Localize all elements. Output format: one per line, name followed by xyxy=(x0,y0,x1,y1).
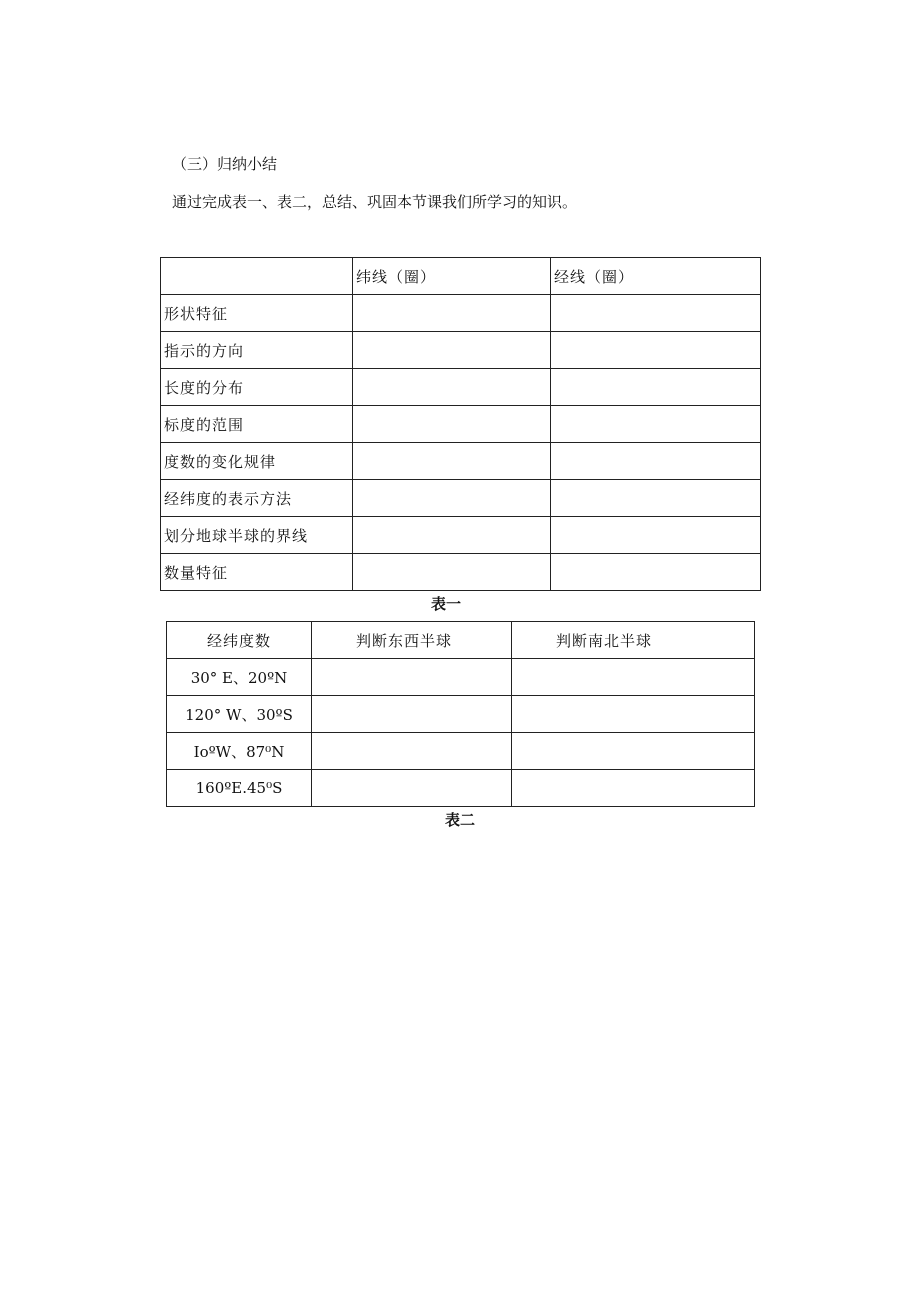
table-2-caption: 表二 xyxy=(445,811,476,829)
table-row xyxy=(161,480,761,517)
longitude-answer-cell[interactable] xyxy=(551,517,761,554)
table-row xyxy=(161,554,761,591)
latitude-answer-cell[interactable] xyxy=(353,406,551,443)
table-row xyxy=(167,770,755,807)
table-header-cell: 经纬度数 xyxy=(167,622,312,659)
row-label: 长度的分布 xyxy=(161,369,353,406)
row-label: 度数的变化规律 xyxy=(161,443,353,480)
latitude-answer-cell[interactable] xyxy=(353,443,551,480)
east-west-answer-cell[interactable] xyxy=(312,696,512,733)
longitude-answer-cell[interactable] xyxy=(551,406,761,443)
row-label: 经纬度的表示方法 xyxy=(161,480,353,517)
latitude-answer-cell[interactable] xyxy=(353,332,551,369)
row-label: 划分地球半球的界线 xyxy=(161,517,353,554)
latitude-answer-cell[interactable] xyxy=(353,554,551,591)
table-row xyxy=(161,332,761,369)
table-row xyxy=(167,733,755,770)
east-west-answer-cell[interactable] xyxy=(312,659,512,696)
table-header-row xyxy=(167,622,755,659)
longitude-answer-cell[interactable] xyxy=(551,554,761,591)
north-south-answer-cell[interactable] xyxy=(512,770,755,807)
coordinate-cell: 30° E、20ºN xyxy=(167,659,312,696)
table-row xyxy=(161,295,761,332)
row-label: 标度的范围 xyxy=(161,406,353,443)
coordinate-cell: 160ºE.45⁰S xyxy=(167,770,312,807)
table-row xyxy=(161,369,761,406)
coordinate-cell: IoºW、87⁰N xyxy=(167,733,312,770)
table-header-cell: 判断东西半球 xyxy=(312,622,512,659)
row-label: 数量特征 xyxy=(161,554,353,591)
table-row xyxy=(161,517,761,554)
section-heading: （三）归纳小结 xyxy=(172,155,278,173)
table-header-cell xyxy=(161,258,353,295)
longitude-answer-cell[interactable] xyxy=(551,369,761,406)
table-header-cell: 判断南北半球 xyxy=(512,622,755,659)
row-label: 指示的方向 xyxy=(161,332,353,369)
east-west-answer-cell[interactable] xyxy=(312,770,512,807)
table-header-cell: 经线（圈） xyxy=(551,258,761,295)
north-south-answer-cell[interactable] xyxy=(512,659,755,696)
table-row xyxy=(161,443,761,480)
table-row xyxy=(167,659,755,696)
east-west-answer-cell[interactable] xyxy=(312,733,512,770)
latitude-answer-cell[interactable] xyxy=(353,480,551,517)
latitude-answer-cell[interactable] xyxy=(353,295,551,332)
latitude-answer-cell[interactable] xyxy=(353,369,551,406)
table-1-caption: 表一 xyxy=(431,595,462,613)
table-row xyxy=(161,406,761,443)
intro-text: 通过完成表一、表二，总结、巩固本节课我们所学习的知识。 xyxy=(172,193,578,211)
hemisphere-table-2 xyxy=(166,621,755,807)
longitude-answer-cell[interactable] xyxy=(551,480,761,517)
latitude-answer-cell[interactable] xyxy=(353,517,551,554)
table-header-row xyxy=(161,258,761,295)
coordinate-cell: 120° W、30ºS xyxy=(167,696,312,733)
summary-table-1 xyxy=(160,257,761,591)
north-south-answer-cell[interactable] xyxy=(512,696,755,733)
longitude-answer-cell[interactable] xyxy=(551,443,761,480)
row-label: 形状特征 xyxy=(161,295,353,332)
north-south-answer-cell[interactable] xyxy=(512,733,755,770)
longitude-answer-cell[interactable] xyxy=(551,332,761,369)
table-header-cell: 纬线（圈） xyxy=(353,258,551,295)
table-row xyxy=(167,696,755,733)
longitude-answer-cell[interactable] xyxy=(551,295,761,332)
